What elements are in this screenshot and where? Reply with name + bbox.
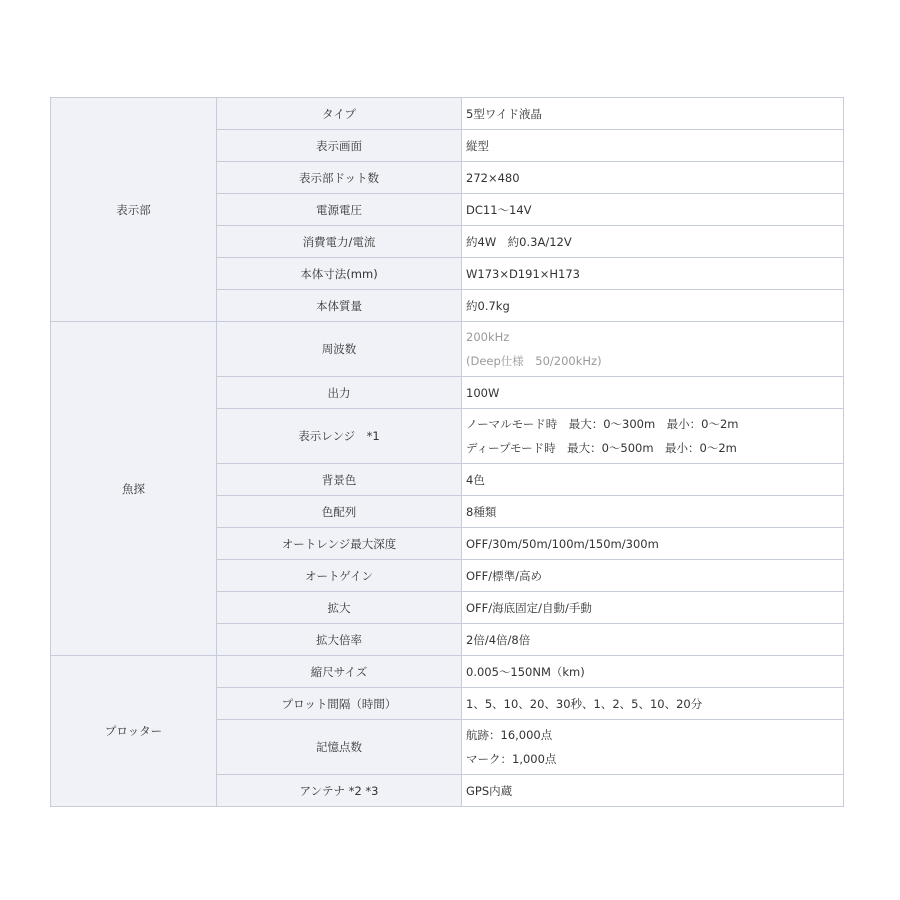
category-display: 表示部: [51, 98, 217, 322]
spec-value-line: ディープモード時 最大：0～500m 最小：0～2m: [466, 441, 737, 455]
spec-label: 記憶点数: [217, 720, 462, 775]
spec-value: OFF/海底固定/自動/手動: [462, 592, 844, 624]
spec-label: 出力: [217, 377, 462, 409]
spec-value: 縦型: [462, 130, 844, 162]
spec-label: 本体質量: [217, 290, 462, 322]
spec-value: [462, 409, 844, 464]
spec-label: 電源電圧: [217, 194, 462, 226]
spec-value: [462, 322, 844, 377]
spec-value: 0.005～150NM（km): [462, 656, 844, 688]
spec-value-line: ノーマルモード時 最大：0～300m 最小：0～2m: [466, 417, 739, 431]
spec-label: 表示画面: [217, 130, 462, 162]
spec-value: 1、5、10、20、30秒、1、2、5、10、20分: [462, 688, 844, 720]
spec-value: [462, 720, 844, 775]
spec-label: 本体寸法(mm): [217, 258, 462, 290]
spec-label: 拡大倍率: [217, 624, 462, 656]
spec-value: 4色: [462, 464, 844, 496]
spec-label: 背景色: [217, 464, 462, 496]
spec-label: プロット間隔（時間）: [217, 688, 462, 720]
spec-value: 100W: [462, 377, 844, 409]
category-plotter: プロッター: [51, 656, 217, 807]
table-row: [51, 98, 844, 130]
spec-label: 表示部ドット数: [217, 162, 462, 194]
spec-value: 約0.7kg: [462, 290, 844, 322]
spec-value: OFF/30m/50m/100m/150m/300m: [462, 528, 844, 560]
table-row: [51, 656, 844, 688]
spec-value: 8種類: [462, 496, 844, 528]
spec-label: オートレンジ最大深度: [217, 528, 462, 560]
spec-value-line: 航跡：16,000点: [466, 728, 553, 742]
spec-value: 2倍/4倍/8倍: [462, 624, 844, 656]
spec-value: 5型ワイド液晶: [462, 98, 844, 130]
spec-label: オートゲイン: [217, 560, 462, 592]
spec-value: W173×D191×H173: [462, 258, 844, 290]
spec-value: 約4W 約0.3A/12V: [462, 226, 844, 258]
spec-label: 拡大: [217, 592, 462, 624]
spec-label: 色配列: [217, 496, 462, 528]
spec-label: 縮尺サイズ: [217, 656, 462, 688]
spec-value-line: 200kHz: [466, 330, 510, 344]
spec-label: 表示レンジ *1: [217, 409, 462, 464]
spec-value: DC11～14V: [462, 194, 844, 226]
spec-label: 消費電力/電流: [217, 226, 462, 258]
spec-table: [50, 97, 844, 807]
category-sonar: 魚探: [51, 322, 217, 656]
spec-label: 周波数: [217, 322, 462, 377]
spec-value-line: (Deep仕様 50/200kHz): [466, 354, 602, 368]
table-row: [51, 322, 844, 377]
spec-value: OFF/標準/高め: [462, 560, 844, 592]
spec-value: 272×480: [462, 162, 844, 194]
spec-label: アンテナ *2 *3: [217, 775, 462, 807]
spec-value-line: マーク：1,000点: [466, 752, 557, 766]
spec-value: GPS内蔵: [462, 775, 844, 807]
spec-label: タイプ: [217, 98, 462, 130]
